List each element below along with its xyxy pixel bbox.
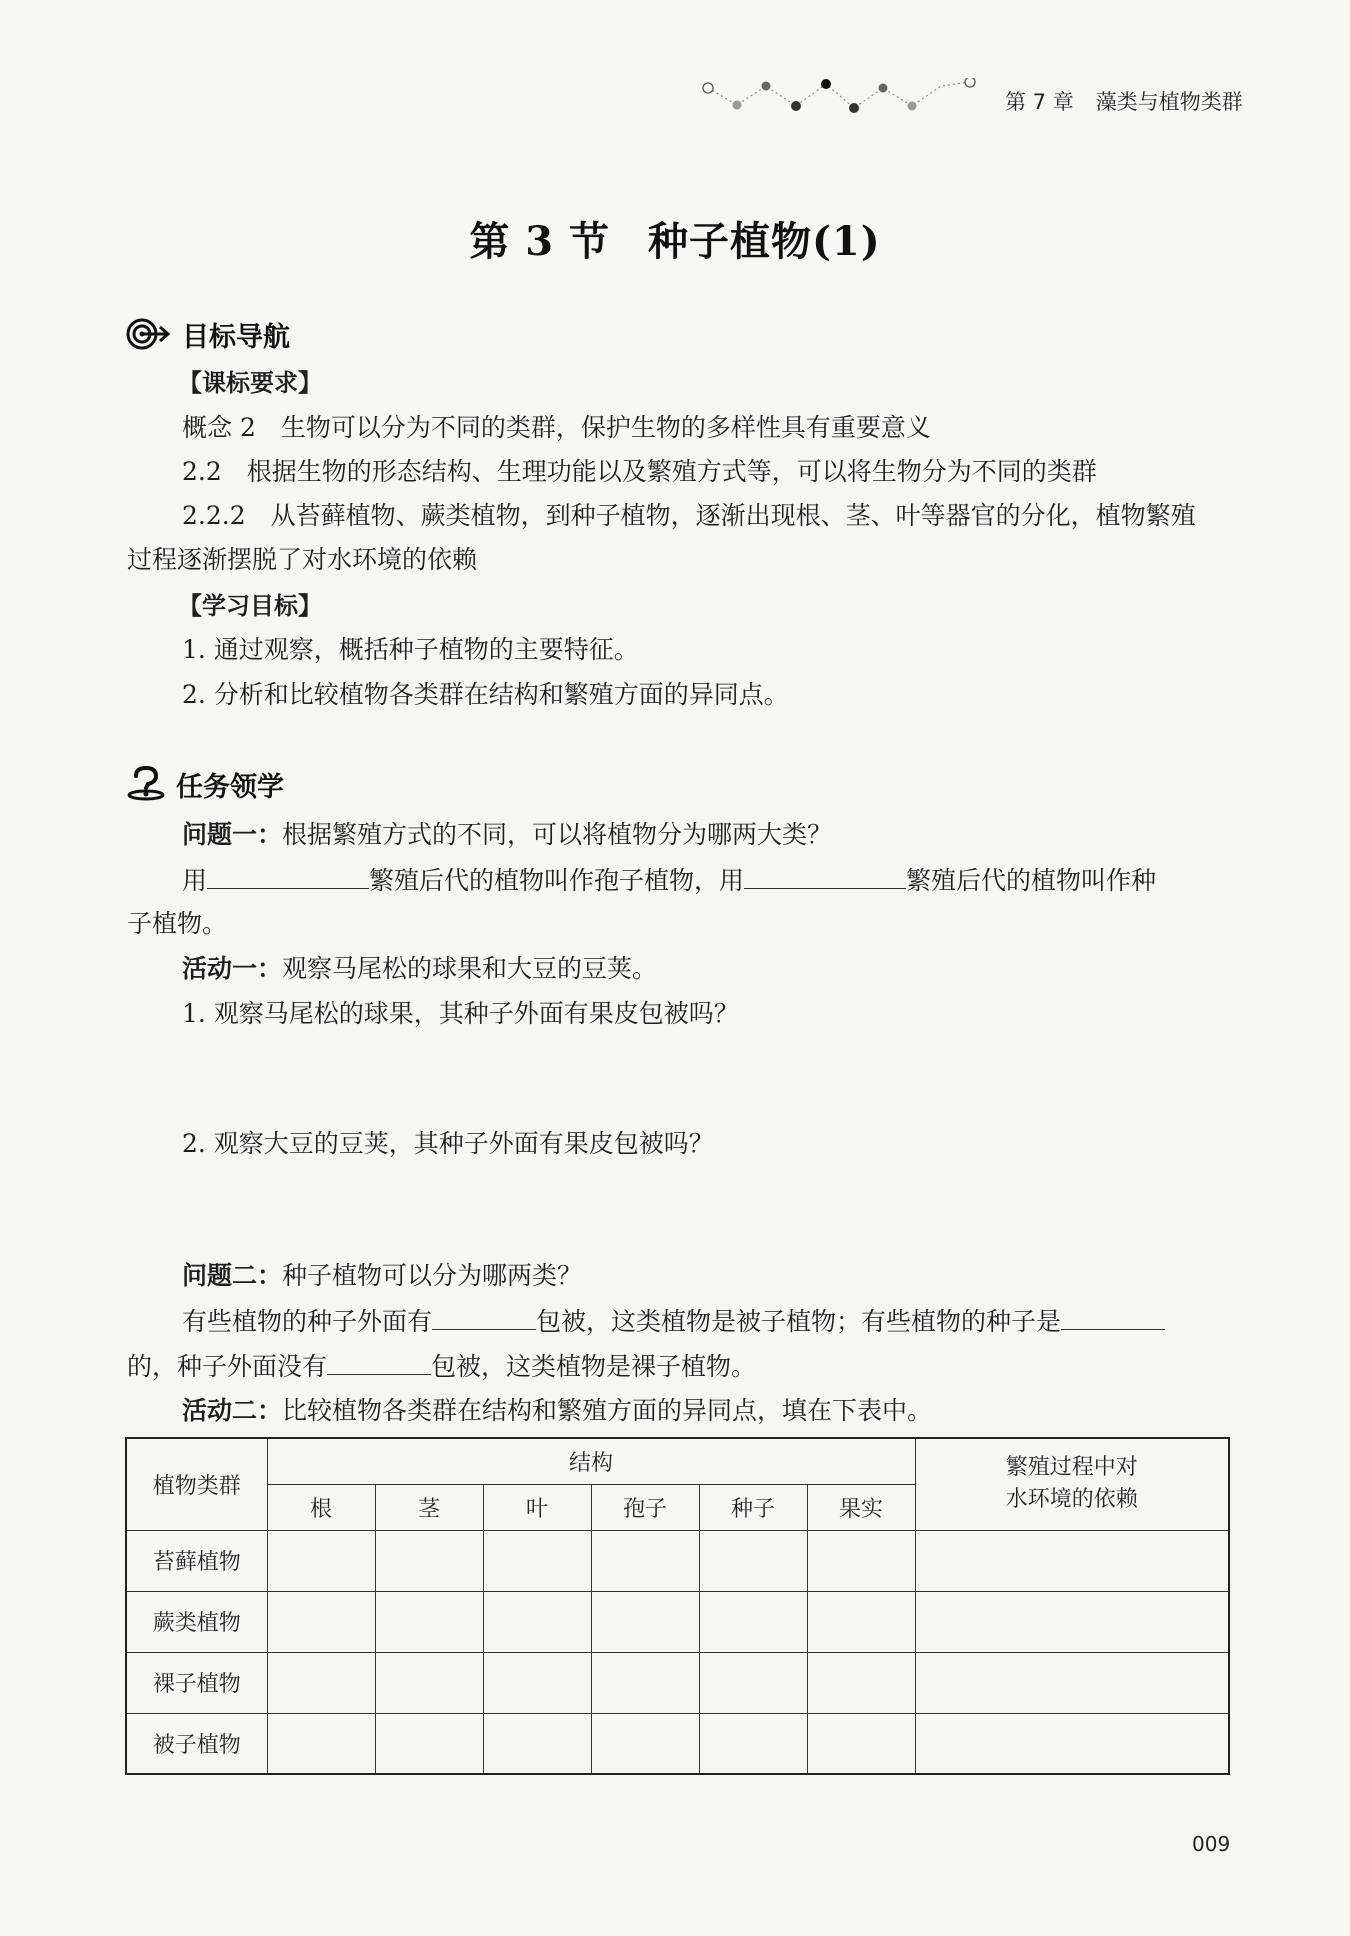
standard-line-3: 2.2.2 从苔藓植物、蕨类植物，到种子植物，逐渐出现根、茎、叶等器官的分化，植物繁殖 bbox=[182, 501, 1196, 530]
table-cell[interactable] bbox=[699, 1652, 807, 1713]
table-cell[interactable] bbox=[699, 1530, 807, 1591]
question-1-lead: 问题一： bbox=[182, 820, 283, 849]
blank-pericarp-2[interactable] bbox=[327, 1348, 431, 1375]
col-root: 根 bbox=[267, 1484, 375, 1530]
activity-2 bbox=[182, 1393, 932, 1429]
fill2-text-a: 有些植物的种子外面有 bbox=[182, 1307, 433, 1336]
fill-blank-line-1-cont: 子植物。 bbox=[127, 909, 228, 938]
page-title bbox=[0, 210, 1350, 267]
table-cell[interactable] bbox=[591, 1652, 699, 1713]
header-structure: 结构 bbox=[267, 1438, 915, 1484]
section-number: 第 3 节 bbox=[469, 218, 610, 265]
section-name: 种子植物(1) bbox=[648, 218, 881, 265]
col-fruit: 果实 bbox=[807, 1484, 915, 1530]
table-cell[interactable] bbox=[375, 1530, 483, 1591]
table-cell[interactable] bbox=[267, 1530, 375, 1591]
activity-1 bbox=[182, 951, 657, 987]
activity-2-lead: 活动二： bbox=[182, 1396, 283, 1425]
comparison-table bbox=[125, 1437, 1230, 1775]
activity-1-question-1: 1. 观察马尾松的球果，其种子外面有果皮包被吗？ bbox=[182, 999, 739, 1028]
activity-2-text: 比较植物各类群在结构和繁殖方面的异同点，填在下表中。 bbox=[282, 1396, 933, 1425]
running-header bbox=[1005, 86, 1243, 116]
table-cell[interactable] bbox=[915, 1530, 1229, 1591]
blank-spore-reproduction[interactable] bbox=[207, 862, 369, 889]
col-leaf: 叶 bbox=[483, 1484, 591, 1530]
table-cell[interactable] bbox=[807, 1713, 915, 1774]
chapter-number: 第 7 章 bbox=[1005, 90, 1074, 114]
table-cell[interactable] bbox=[267, 1591, 375, 1652]
header-water-dependency: 繁殖过程中对 水环境的依赖 bbox=[915, 1438, 1229, 1530]
table-cell[interactable] bbox=[699, 1591, 807, 1652]
question-2 bbox=[182, 1258, 582, 1294]
table-cell[interactable] bbox=[591, 1591, 699, 1652]
table-cell[interactable] bbox=[483, 1652, 591, 1713]
table-row bbox=[126, 1652, 1229, 1713]
tasks-heading-label: 任务领学 bbox=[176, 771, 284, 803]
table-cell[interactable] bbox=[591, 1713, 699, 1774]
fill1-text-a: 用 bbox=[182, 866, 208, 895]
task-icon bbox=[126, 766, 166, 802]
fill2-text-d: 包被，这类植物是裸子植物。 bbox=[431, 1352, 757, 1381]
activity-1-text: 观察马尾松的球果和大豆的豆荚。 bbox=[282, 954, 658, 983]
table-cell[interactable] bbox=[591, 1530, 699, 1591]
goals-heading bbox=[126, 314, 290, 354]
table-cell[interactable] bbox=[807, 1652, 915, 1713]
objectives-label: 【学习目标】 bbox=[178, 592, 322, 620]
table-row bbox=[126, 1713, 1229, 1774]
standard-line-1: 概念 2 生物可以分为不同的类群，保护生物的多样性具有重要意义 bbox=[182, 413, 931, 442]
fill-blank-line-2 bbox=[182, 1303, 1165, 1340]
fill1-text-b: 繁殖后代的植物叫作孢子植物，用 bbox=[369, 866, 745, 895]
row-label: 苔藓植物 bbox=[126, 1530, 267, 1591]
objective-1: 1. 通过观察，概括种子植物的主要特征。 bbox=[182, 635, 639, 664]
table-row bbox=[126, 1591, 1229, 1652]
fill1-text-c: 繁殖后代的植物叫作种 bbox=[906, 866, 1157, 895]
row-label: 裸子植物 bbox=[126, 1652, 267, 1713]
col-spore: 孢子 bbox=[591, 1484, 699, 1530]
table-cell[interactable] bbox=[915, 1652, 1229, 1713]
row-label: 被子植物 bbox=[126, 1713, 267, 1774]
table-cell[interactable] bbox=[807, 1530, 915, 1591]
objective-2: 2. 分析和比较植物各类群在结构和繁殖方面的异同点。 bbox=[182, 680, 789, 709]
question-2-text: 种子植物可以分为哪两类？ bbox=[282, 1261, 583, 1290]
tasks-heading bbox=[126, 764, 284, 804]
chapter-title: 藻类与植物类群 bbox=[1095, 90, 1243, 114]
blank-exposed[interactable] bbox=[1061, 1303, 1165, 1330]
table-row bbox=[126, 1530, 1229, 1591]
table-cell[interactable] bbox=[483, 1591, 591, 1652]
question-1-text: 根据繁殖方式的不同，可以将植物分为哪两大类？ bbox=[282, 820, 833, 849]
target-icon bbox=[126, 317, 172, 351]
table-cell[interactable] bbox=[267, 1713, 375, 1774]
fill-blank-line-2-cont bbox=[127, 1348, 756, 1385]
activity-1-question-2: 2. 观察大豆的豆荚，其种子外面有果皮包被吗？ bbox=[182, 1129, 714, 1158]
table-cell[interactable] bbox=[699, 1713, 807, 1774]
page-number: 009 bbox=[1192, 1832, 1231, 1856]
activity-1-lead: 活动一： bbox=[182, 954, 283, 983]
table-cell[interactable] bbox=[915, 1591, 1229, 1652]
table-cell[interactable] bbox=[483, 1530, 591, 1591]
table-cell[interactable] bbox=[915, 1713, 1229, 1774]
table-cell[interactable] bbox=[483, 1713, 591, 1774]
standard-label: 【课标要求】 bbox=[178, 369, 322, 397]
standard-line-2: 2.2 根据生物的形态结构、生理功能以及繁殖方式等，可以将生物分为不同的类群 bbox=[182, 457, 1097, 486]
fill2-text-c: 的，种子外面没有 bbox=[127, 1352, 328, 1381]
question-2-lead: 问题二： bbox=[182, 1261, 283, 1290]
standard-line-4: 过程逐渐摆脱了对水环境的依赖 bbox=[127, 545, 478, 574]
header-dots-decoration bbox=[700, 78, 990, 118]
blank-pericarp-1[interactable] bbox=[432, 1303, 536, 1330]
header-plant-group: 植物类群 bbox=[126, 1438, 267, 1530]
table-cell[interactable] bbox=[375, 1591, 483, 1652]
table-cell[interactable] bbox=[375, 1652, 483, 1713]
table-cell[interactable] bbox=[267, 1652, 375, 1713]
fill-blank-line-1 bbox=[182, 862, 1156, 899]
blank-seed-reproduction[interactable] bbox=[744, 862, 906, 889]
goals-heading-label: 目标导航 bbox=[182, 321, 290, 353]
question-1 bbox=[182, 817, 832, 853]
row-label: 蕨类植物 bbox=[126, 1591, 267, 1652]
fill2-text-b: 包被，这类植物是被子植物；有些植物的种子是 bbox=[536, 1307, 1062, 1336]
table-cell[interactable] bbox=[807, 1591, 915, 1652]
col-seed: 种子 bbox=[699, 1484, 807, 1530]
col-stem: 茎 bbox=[375, 1484, 483, 1530]
table-cell[interactable] bbox=[375, 1713, 483, 1774]
